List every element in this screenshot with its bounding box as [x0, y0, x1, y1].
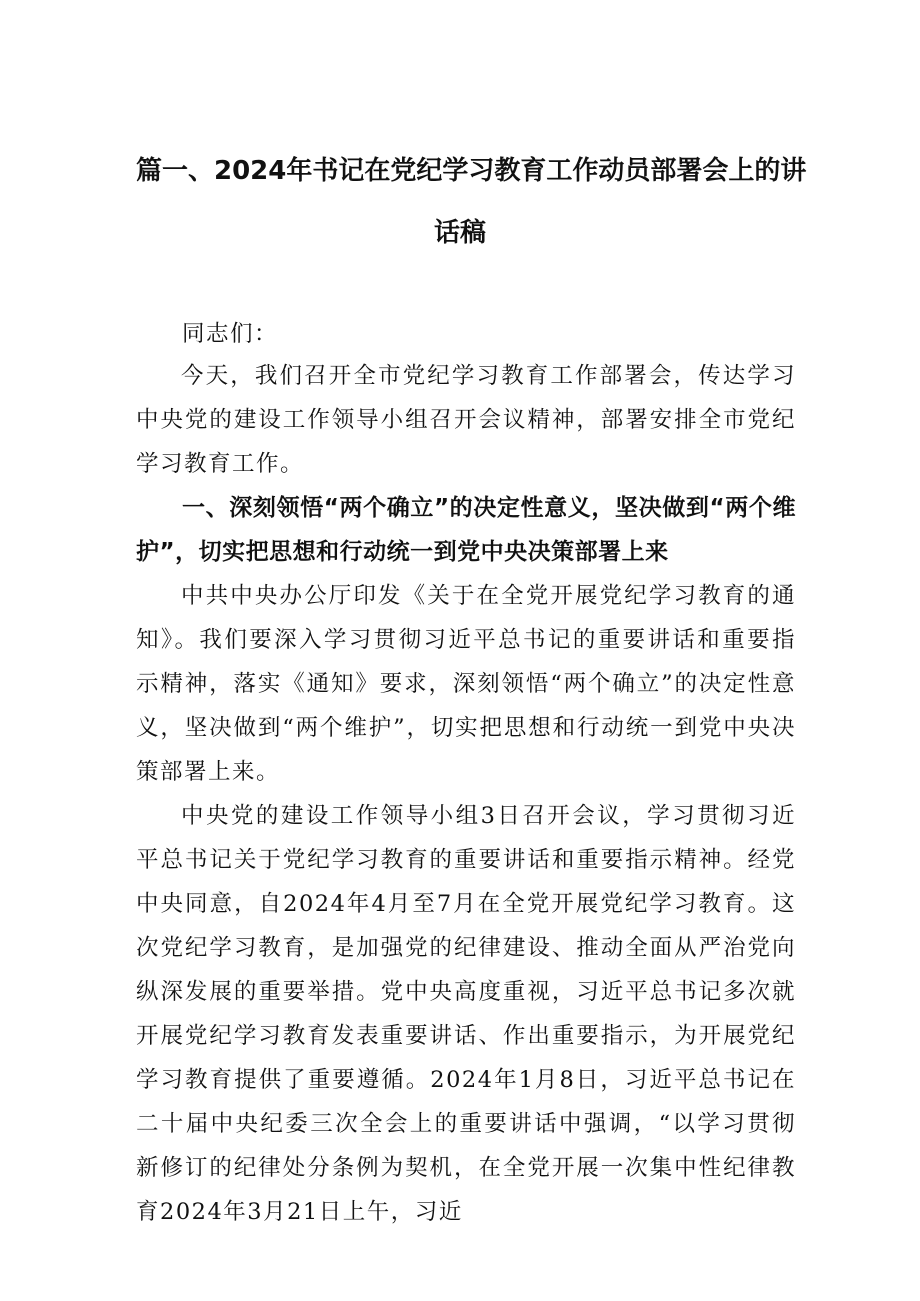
intro-paragraph: 今天，我们召开全市党纪学习教育工作部署会，传达学习中央党的建设工作领导小组召开会议精神，部署安排全市党纪学习教育工作。: [136, 363, 796, 477]
document-title-line2: 话稿: [433, 218, 486, 248]
greeting: 同志们：: [182, 321, 279, 347]
section-heading-1: 一、深刻领悟“两个确立”的决定性意义，坚决做到“两个维护”，切实把思想和行动统一到党中央决策部署上来: [136, 495, 796, 565]
document-body: [136, 354, 796, 1234]
section1-paragraph-2: 中央党的建设工作领导小组3日召开会议，学习贯彻习近平总书记关于党纪学习教育的重要讲话和重要指示精神。经党中央同意，自2024年4月至7月在全党开展党纪学习教育。这次党纪学习教育，是加强党的纪律建设、推动全面从严治党向纵深发展的重要举措。党中央高度重视，习近平总书记多次就开展党纪学习教育发表重要讲话、作出重要指示，为开展党纪学习教育提供了重要遵循。2024年1月8日，习近平总书记在二十届中央纪委三次全会上的重要讲话中强调，“以学习贯彻新修订的纪律处分条例为契机，在全党开展一次集中性纪律教育2024年3月21日上午，习近: [136, 803, 796, 1225]
section1-paragraph-1: 中共中央办公厅印发《关于在全党开展党纪学习教育的通知》。我们要深入学习贯彻习近平总书记的重要讲话和重要指示精神，落实《通知》要求，深刻领悟“两个确立”的决定性意义，坚决做到“两个维护”，切实把思想和行动统一到党中央决策部署上来。: [136, 583, 796, 785]
document-title-line1: 篇一、2024年书记在党纪学习教育工作动员部署会上的讲: [136, 156, 807, 186]
